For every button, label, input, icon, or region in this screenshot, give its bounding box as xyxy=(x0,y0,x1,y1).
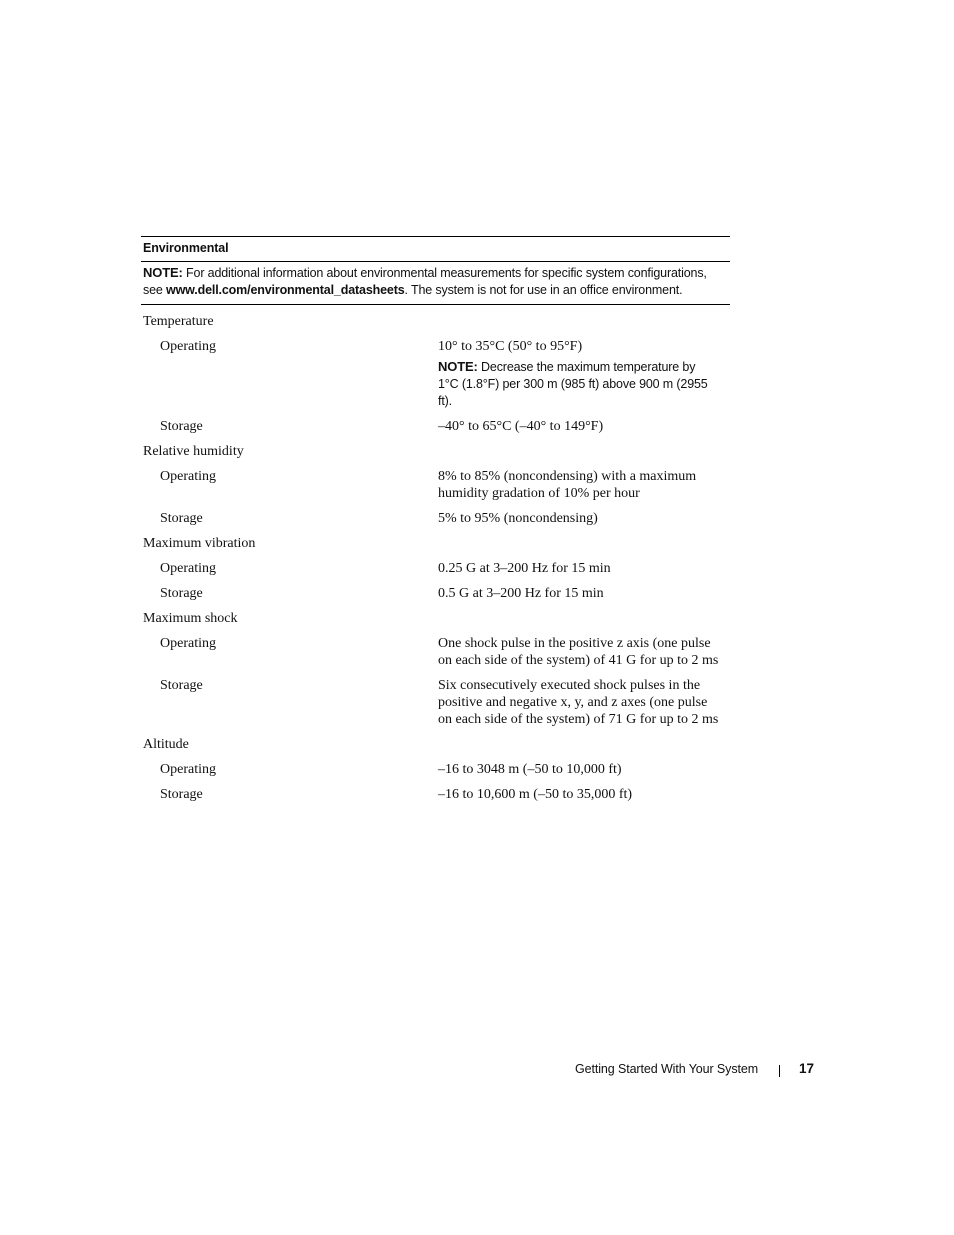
table-row xyxy=(141,585,730,602)
temperature-note xyxy=(438,358,719,410)
environmental-spec-table xyxy=(141,236,730,811)
table-row xyxy=(141,560,730,577)
row-value: –40° to 65°C (–40° to 149°F) xyxy=(438,419,604,434)
category-maximum-vibration: Maximum vibration xyxy=(143,536,256,551)
category-relative-humidity: Relative humidity xyxy=(143,444,244,459)
table-row xyxy=(141,635,730,669)
table-row xyxy=(141,786,730,803)
note-label: NOTE: xyxy=(438,359,478,374)
category-altitude: Altitude xyxy=(143,737,189,752)
note-text-before: For additional information about environmental measurements for specific system configurations, see xyxy=(143,266,707,297)
row-label: Operating xyxy=(160,469,216,484)
temperature-note-text: Decrease the maximum temperature by 1°C (1.8°F) per 300 m (985 ft) above 900 m (2955 ft). xyxy=(438,360,708,408)
row-label: Storage xyxy=(160,787,203,802)
row-label: Operating xyxy=(160,339,216,354)
row-label: Storage xyxy=(160,586,203,601)
page-footer xyxy=(560,1062,820,1082)
table-row xyxy=(141,338,730,410)
table-row xyxy=(141,677,730,728)
environmental-note xyxy=(141,262,730,304)
note-label: NOTE: xyxy=(143,265,183,280)
row-value: One shock pulse in the positive z axis (one pulse on each side of the system) of 41 G for up to 2 ms xyxy=(438,636,719,668)
row-label: Operating xyxy=(160,636,216,651)
row-value: –16 to 3048 m (–50 to 10,000 ft) xyxy=(438,762,622,777)
row-label: Storage xyxy=(160,678,203,693)
row-value xyxy=(419,338,719,410)
temperature-operating-value: 10° to 35°C (50° to 95°F) xyxy=(438,339,583,354)
table-row xyxy=(141,468,730,502)
datasheets-link[interactable]: www.dell.com/environmental_datasheets xyxy=(166,283,405,297)
category-maximum-shock: Maximum shock xyxy=(143,611,238,626)
spec-rows xyxy=(141,313,730,803)
page-number: 17 xyxy=(799,1061,815,1076)
table-row xyxy=(141,418,730,435)
table-header-title: Environmental xyxy=(143,241,229,255)
row-value: 0.25 G at 3–200 Hz for 15 min xyxy=(438,561,611,576)
row-label: Storage xyxy=(160,511,203,526)
footer-separator xyxy=(779,1065,780,1077)
category-temperature: Temperature xyxy=(143,314,214,329)
note-text-after: . The system is not for use in an office environment. xyxy=(404,283,683,297)
table-row xyxy=(141,510,730,527)
note-bottom-rule xyxy=(141,304,730,305)
table-header xyxy=(141,237,730,261)
row-value: 5% to 95% (noncondensing) xyxy=(438,511,598,526)
row-value: Six consecutively executed shock pulses in the positive and negative x, y, and z axes (one pulse on each side of the system) of 71 G for up to 2 ms xyxy=(438,678,719,727)
footer-title: Getting Started With Your System xyxy=(575,1062,759,1076)
row-value: 8% to 85% (noncondensing) with a maximum humidity gradation of 10% per hour xyxy=(438,469,697,501)
row-label: Operating xyxy=(160,762,216,777)
row-label: Storage xyxy=(160,419,203,434)
row-label: Operating xyxy=(160,561,216,576)
table-row xyxy=(141,761,730,778)
row-value: 0.5 G at 3–200 Hz for 15 min xyxy=(438,586,604,601)
row-value: –16 to 10,600 m (–50 to 35,000 ft) xyxy=(438,787,633,802)
